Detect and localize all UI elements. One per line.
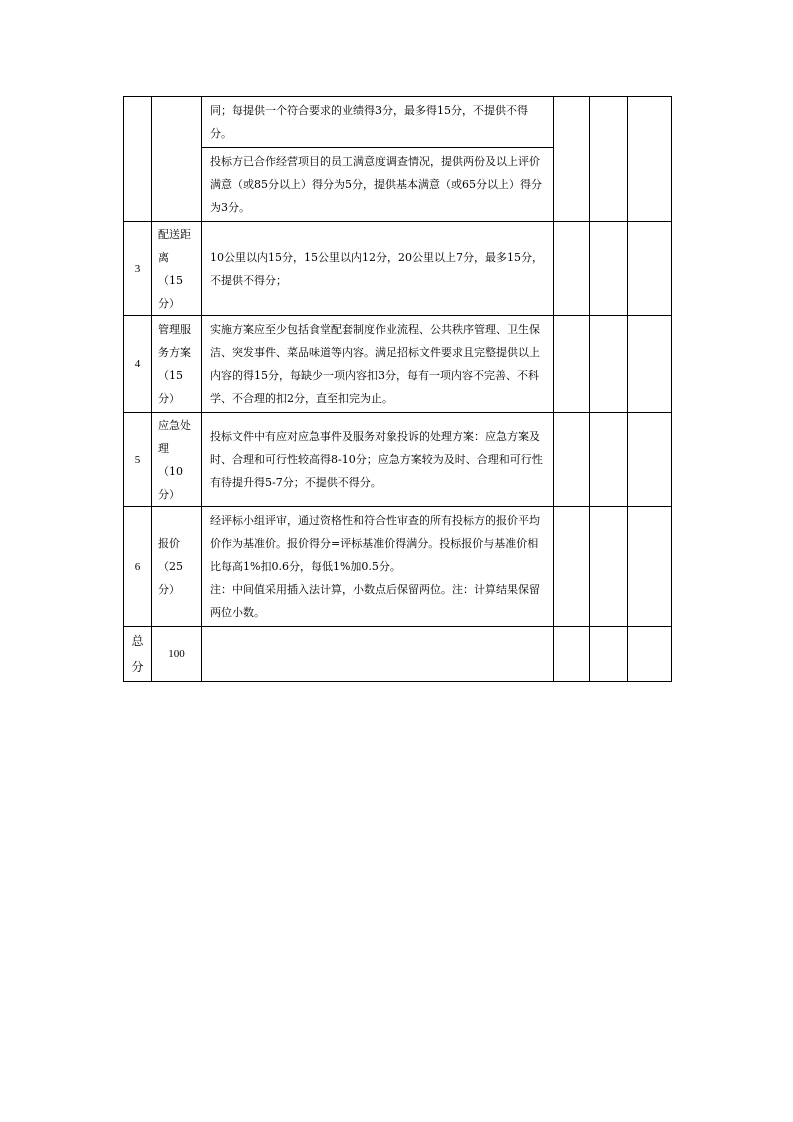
criteria-cell xyxy=(202,627,554,682)
table-row xyxy=(124,413,672,507)
scoring-table xyxy=(123,96,672,682)
criteria-cell: 投标文件中有应对应急事件及服务对象投诉的处理方案：应急方案及时、合理和可行性较高得8-10分；应急方案较为及时、合理和可行性有待提升得5-7分；不提供不得分。 xyxy=(202,413,554,507)
item-cell: 配送距离 （15 分） xyxy=(152,222,202,316)
score-cell xyxy=(554,222,590,316)
table-row xyxy=(124,316,672,413)
row-number-cell: 3 xyxy=(124,222,152,316)
table-row xyxy=(124,97,672,148)
table-row xyxy=(124,222,672,316)
score-cell xyxy=(628,413,672,507)
score-cell xyxy=(554,316,590,413)
table-row xyxy=(124,507,672,627)
score-cell xyxy=(590,222,628,316)
row-number-cell xyxy=(124,97,152,222)
criteria-cell: 同；每提供一个符合要求的业绩得3分，最多得15分，不提供不得分。 xyxy=(202,97,554,148)
total-score-cell: 100 xyxy=(152,627,202,682)
criteria-cell: 投标方已合作经营项目的员工满意度调查情况，提供两份及以上评价满意（或85分以上）得分为5分，提供基本满意（或65分以上）得分为3分。 xyxy=(202,148,554,222)
row-number-cell: 5 xyxy=(124,413,152,507)
score-cell xyxy=(628,97,672,222)
row-number-cell: 4 xyxy=(124,316,152,413)
score-cell xyxy=(590,97,628,222)
score-cell xyxy=(628,627,672,682)
score-cell xyxy=(590,507,628,627)
row-number-cell: 6 xyxy=(124,507,152,627)
score-cell xyxy=(554,413,590,507)
score-cell xyxy=(628,222,672,316)
score-cell xyxy=(554,97,590,222)
total-label-cell: 总 分 xyxy=(124,627,152,682)
score-cell xyxy=(554,627,590,682)
item-cell: 管理服务方案 （15 分） xyxy=(152,316,202,413)
score-cell xyxy=(554,507,590,627)
score-cell xyxy=(628,316,672,413)
score-cell xyxy=(628,507,672,627)
item-cell: 应急处理 （10 分） xyxy=(152,413,202,507)
score-cell xyxy=(590,316,628,413)
total-row xyxy=(124,627,672,682)
criteria-cell: 实施方案应至少包括食堂配套制度作业流程、公共秩序管理、卫生保洁、突发事件、菜品味道等内容。满足招标文件要求且完整提供以上内容的得15分，每缺少一项内容扣3分，每有一项内容不完善、不科学、不合理的扣2分，直至扣完为止。 xyxy=(202,316,554,413)
criteria-cell: 经评标小组评审，通过资格性和符合性审查的所有投标方的报价平均价作为基准价。报价得分=评标基准价得满分。投标报价与基准价相比每高1%扣0.6分，每低1%加0.5分。 注：中间值采用插入法计算，小数点后保留两位。注：计算结果保留两位小数。 xyxy=(202,507,554,627)
score-cell xyxy=(590,627,628,682)
criteria-cell: 10公里以内15分，15公里以内12分，20公里以上7分，最多15分，不提供不得分； xyxy=(202,222,554,316)
item-cell xyxy=(152,97,202,222)
item-cell: 报价 （25 分） xyxy=(152,507,202,627)
score-cell xyxy=(590,413,628,507)
